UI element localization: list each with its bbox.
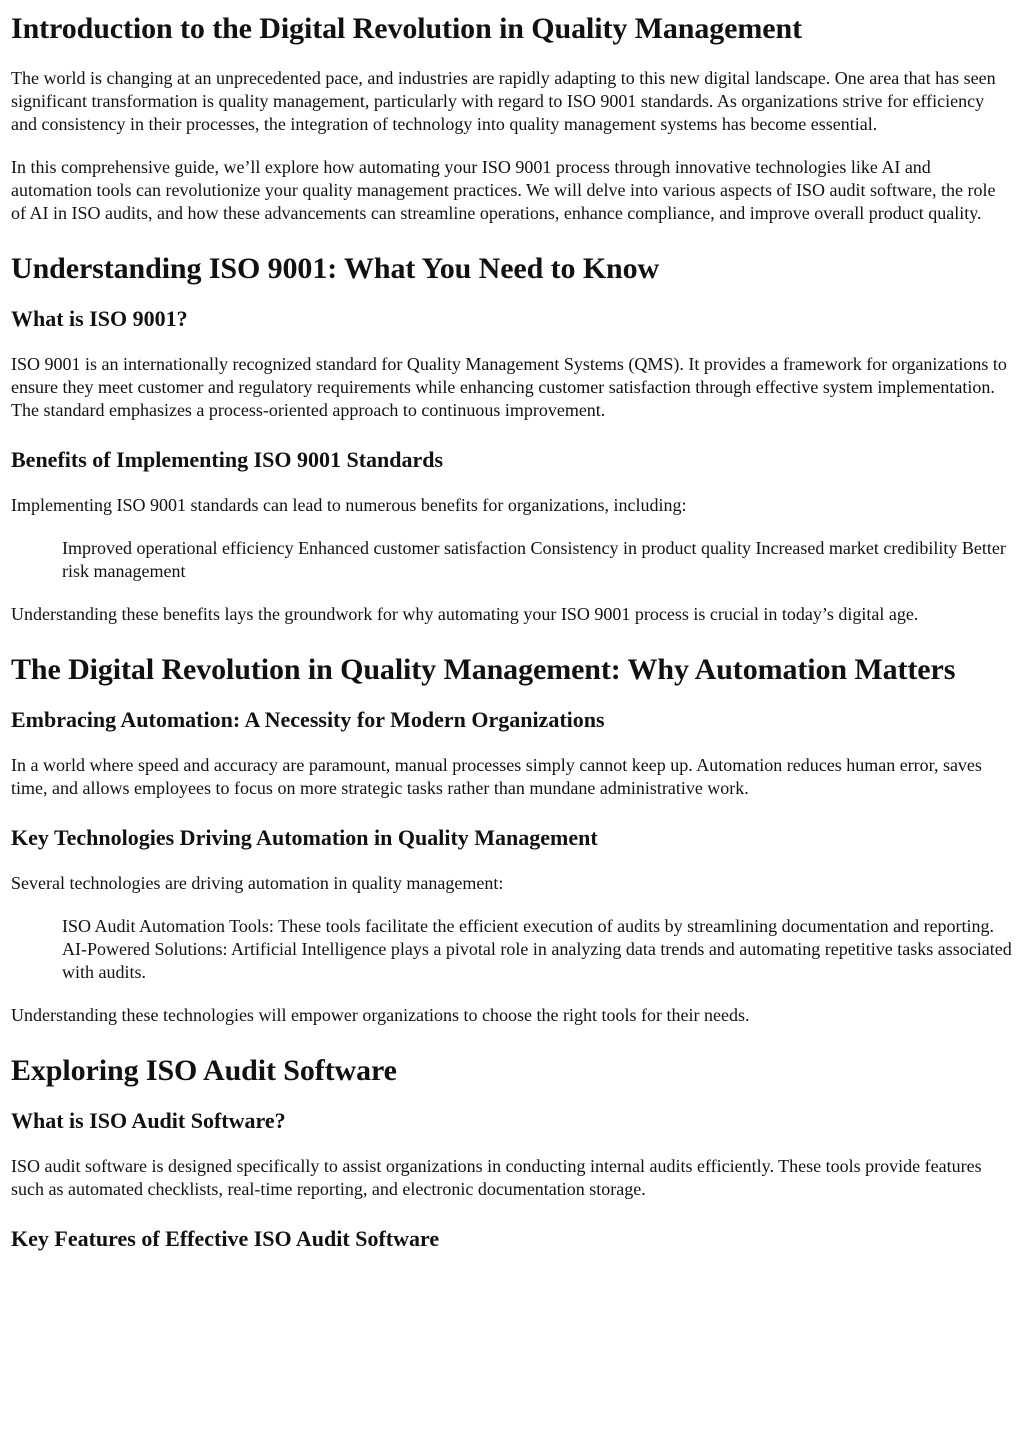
paragraph: The world is changing at an unprecedented pace, and industries are rapidly adapting to this new digital landscape. One area that has seen significant transformation is quality management, particularly with regard to ISO 9001 standards. As organizations strive for efficiency and consistency in their processes, the integration of technology into quality management systems has become essential. [11, 68, 996, 134]
paragraph: Understanding these technologies will empower organizations to choose the right tools for their needs. [11, 1005, 750, 1025]
subheading-benefits: Benefits of Implementing ISO 9001 Standards [11, 447, 444, 472]
subheading-what-is-iso-audit-software: What is ISO Audit Software? [11, 1108, 286, 1133]
section-heading-understanding-iso-9001: Understanding ISO 9001: What You Need to Know [11, 252, 660, 285]
subheading-embracing-automation: Embracing Automation: A Necessity for Modern Organizations [11, 707, 605, 732]
paragraph: ISO audit software is designed specifically to assist organizations in conducting internal audits efficiently. These tools provide features such as automated checklists, real-time reporting, and electronic documentation storage. [11, 1156, 982, 1199]
paragraph: ISO 9001 is an internationally recognized standard for Quality Management Systems (QMS). It provides a framework for organizations to ensure they meet customer and regulatory requirements while enhancing customer satisfaction through effective system implementation. The standard emphasizes a process-oriented approach to continuous improvement. [11, 354, 1007, 420]
paragraph: Several technologies are driving automation in quality management: [11, 873, 504, 893]
section-heading-digital-revolution: The Digital Revolution in Quality Management: Why Automation Matters [11, 653, 956, 686]
indented-list-block: ISO Audit Automation Tools: These tools facilitate the efficient execution of audits by streamlining documentation and reporting. AI-Powered Solutions: Artificial Intelligence plays a pivotal role in analyzing data trends and automating repetitive tasks associated with audits. [62, 916, 1012, 982]
subheading-what-is-iso-9001: What is ISO 9001? [11, 306, 188, 331]
paragraph: In this comprehensive guide, we’ll explore how automating your ISO 9001 process through innovative technologies like AI and automation tools can revolutionize your quality management practices. We will delve into various aspects of ISO audit software, the role of AI in ISO audits, and how these advancements can streamline operations, enhance compliance, and improve overall product quality. [11, 157, 996, 223]
section-heading-exploring-iso-audit-software: Exploring ISO Audit Software [11, 1054, 397, 1087]
subheading-key-features: Key Features of Effective ISO Audit Software [11, 1226, 440, 1251]
subheading-key-technologies: Key Technologies Driving Automation in Quality Management [11, 825, 598, 850]
paragraph: Understanding these benefits lays the groundwork for why automating your ISO 9001 process is crucial in today’s digital age. [11, 604, 919, 624]
section-heading-introduction: Introduction to the Digital Revolution in Quality Management [11, 12, 802, 45]
paragraph: Implementing ISO 9001 standards can lead to numerous benefits for organizations, including: [11, 495, 687, 515]
indented-list-block: Improved operational efficiency Enhanced customer satisfaction Consistency in product quality Increased market credibility Better risk management [62, 538, 1006, 581]
paragraph: In a world where speed and accuracy are paramount, manual processes simply cannot keep up. Automation reduces human error, saves time, and allows employees to focus on more strategic tasks rather than mundane administrative work. [11, 755, 982, 798]
